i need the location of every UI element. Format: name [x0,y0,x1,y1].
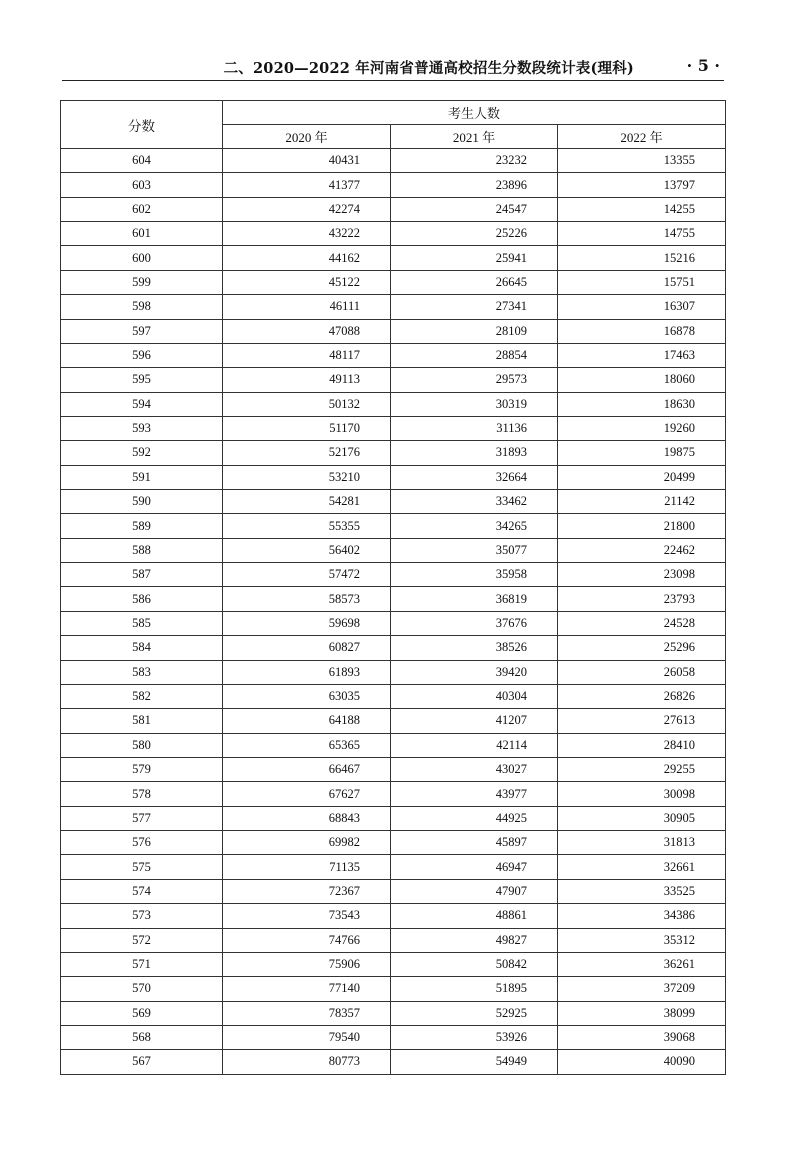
count-2022-cell: 36261 [558,952,726,976]
count-2021-cell: 31136 [391,416,558,440]
score-cell: 568 [61,1025,223,1049]
count-2022-cell: 22462 [558,538,726,562]
count-2021-cell: 50842 [391,952,558,976]
count-2020-cell: 61893 [223,660,391,684]
score-cell: 574 [61,879,223,903]
score-cell: 587 [61,563,223,587]
year-header-2022: 2022 年 [558,125,726,149]
table-row [61,246,726,270]
year-header-2021: 2021 年 [391,125,558,149]
count-2020-cell: 53210 [223,465,391,489]
count-2022-cell: 38099 [558,1001,726,1025]
score-column-header: 分数 [61,101,223,149]
count-2020-cell: 50132 [223,392,391,416]
score-cell: 588 [61,538,223,562]
count-2020-cell: 59698 [223,611,391,635]
score-cell: 578 [61,782,223,806]
count-2021-cell: 35958 [391,563,558,587]
table-row [61,831,726,855]
table-row [61,295,726,319]
count-2022-cell: 18060 [558,368,726,392]
score-cell: 570 [61,977,223,1001]
count-2021-cell: 45897 [391,831,558,855]
count-2021-cell: 25941 [391,246,558,270]
count-2021-cell: 37676 [391,611,558,635]
count-2022-cell: 19875 [558,441,726,465]
count-2020-cell: 55355 [223,514,391,538]
count-2022-cell: 19260 [558,416,726,440]
table-row [61,611,726,635]
table-row [61,416,726,440]
count-2021-cell: 29573 [391,368,558,392]
count-2022-cell: 29255 [558,757,726,781]
score-cell: 596 [61,343,223,367]
table-row [61,952,726,976]
count-2021-cell: 42114 [391,733,558,757]
page-header [62,56,724,81]
score-cell: 601 [61,222,223,246]
count-2022-cell: 24528 [558,611,726,635]
table-row [61,441,726,465]
count-2022-cell: 25296 [558,636,726,660]
count-2022-cell: 23098 [558,563,726,587]
score-cell: 569 [61,1001,223,1025]
score-cell: 591 [61,465,223,489]
score-cell: 597 [61,319,223,343]
score-cell: 602 [61,197,223,221]
table-row [61,660,726,684]
count-2020-cell: 41377 [223,173,391,197]
count-2020-cell: 45122 [223,270,391,294]
score-distribution-table [60,100,726,1075]
year-header-2020: 2020 年 [223,125,391,149]
table-row [61,1025,726,1049]
count-2020-cell: 54281 [223,490,391,514]
score-cell: 581 [61,709,223,733]
count-2021-cell: 48861 [391,904,558,928]
table-row [61,733,726,757]
table-row [61,1050,726,1074]
table-row [61,977,726,1001]
count-2020-cell: 57472 [223,563,391,587]
table-row [61,173,726,197]
table-row [61,319,726,343]
score-cell: 599 [61,270,223,294]
count-2022-cell: 34386 [558,904,726,928]
count-2020-cell: 67627 [223,782,391,806]
table-row [61,757,726,781]
count-2020-cell: 64188 [223,709,391,733]
count-2021-cell: 39420 [391,660,558,684]
count-2021-cell: 32664 [391,465,558,489]
count-2020-cell: 68843 [223,806,391,830]
count-2021-cell: 24547 [391,197,558,221]
count-2022-cell: 14255 [558,197,726,221]
count-2022-cell: 30098 [558,782,726,806]
table-row [61,1001,726,1025]
count-2022-cell: 17463 [558,343,726,367]
count-2020-cell: 47088 [223,319,391,343]
table-row [61,465,726,489]
page-number: · 5 · [686,56,720,75]
count-2022-cell: 14755 [558,222,726,246]
score-cell: 604 [61,149,223,173]
count-2020-cell: 60827 [223,636,391,660]
count-2021-cell: 43027 [391,757,558,781]
count-2020-cell: 69982 [223,831,391,855]
count-2022-cell: 16878 [558,319,726,343]
count-2022-cell: 15751 [558,270,726,294]
count-2021-cell: 51895 [391,977,558,1001]
count-2021-cell: 41207 [391,709,558,733]
table-row [61,928,726,952]
count-2021-cell: 44925 [391,806,558,830]
score-cell: 571 [61,952,223,976]
table-row [61,343,726,367]
table-row [61,270,726,294]
count-2021-cell: 52925 [391,1001,558,1025]
score-cell: 572 [61,928,223,952]
count-2022-cell: 40090 [558,1050,726,1074]
count-2022-cell: 30905 [558,806,726,830]
table-row [61,587,726,611]
count-2020-cell: 58573 [223,587,391,611]
count-2021-cell: 35077 [391,538,558,562]
count-2022-cell: 26058 [558,660,726,684]
count-2020-cell: 80773 [223,1050,391,1074]
score-cell: 586 [61,587,223,611]
score-cell: 598 [61,295,223,319]
count-2022-cell: 27613 [558,709,726,733]
table-row [61,806,726,830]
count-2020-cell: 74766 [223,928,391,952]
score-cell: 603 [61,173,223,197]
score-cell: 585 [61,611,223,635]
table-row [61,855,726,879]
score-cell: 593 [61,416,223,440]
count-2021-cell: 36819 [391,587,558,611]
table-row [61,684,726,708]
score-cell: 575 [61,855,223,879]
count-2020-cell: 73543 [223,904,391,928]
count-2021-cell: 23896 [391,173,558,197]
count-2021-cell: 43977 [391,782,558,806]
count-2021-cell: 49827 [391,928,558,952]
count-2020-cell: 51170 [223,416,391,440]
count-2020-cell: 44162 [223,246,391,270]
count-2020-cell: 52176 [223,441,391,465]
table-row [61,222,726,246]
score-cell: 592 [61,441,223,465]
score-cell: 590 [61,490,223,514]
count-2022-cell: 31813 [558,831,726,855]
count-2020-cell: 46111 [223,295,391,319]
page-title: 二、2020—2022 年河南省普通高校招生分数段统计表(理科) [223,60,634,77]
score-cell: 580 [61,733,223,757]
count-2022-cell: 39068 [558,1025,726,1049]
count-2021-cell: 33462 [391,490,558,514]
score-cell: 567 [61,1050,223,1074]
count-2022-cell: 21142 [558,490,726,514]
table-row [61,538,726,562]
count-2022-cell: 13797 [558,173,726,197]
count-2020-cell: 75906 [223,952,391,976]
count-2020-cell: 65365 [223,733,391,757]
count-2021-cell: 23232 [391,149,558,173]
count-2021-cell: 47907 [391,879,558,903]
count-2020-cell: 78357 [223,1001,391,1025]
count-2020-cell: 56402 [223,538,391,562]
table-row [61,392,726,416]
table-row [61,490,726,514]
score-cell: 584 [61,636,223,660]
count-2022-cell: 33525 [558,879,726,903]
score-cell: 589 [61,514,223,538]
count-2020-cell: 43222 [223,222,391,246]
table-row [61,149,726,173]
score-cell: 576 [61,831,223,855]
count-2021-cell: 54949 [391,1050,558,1074]
count-2020-cell: 79540 [223,1025,391,1049]
table-row [61,709,726,733]
score-cell: 573 [61,904,223,928]
count-2022-cell: 20499 [558,465,726,489]
count-2022-cell: 35312 [558,928,726,952]
count-2020-cell: 40431 [223,149,391,173]
table-row [61,904,726,928]
count-2022-cell: 15216 [558,246,726,270]
count-2020-cell: 72367 [223,879,391,903]
count-2020-cell: 49113 [223,368,391,392]
count-2020-cell: 66467 [223,757,391,781]
table-row [61,782,726,806]
count-2021-cell: 25226 [391,222,558,246]
table-row [61,636,726,660]
count-2022-cell: 26826 [558,684,726,708]
count-2021-cell: 28109 [391,319,558,343]
count-2022-cell: 18630 [558,392,726,416]
count-2020-cell: 48117 [223,343,391,367]
count-2021-cell: 40304 [391,684,558,708]
count-2020-cell: 63035 [223,684,391,708]
score-cell: 595 [61,368,223,392]
score-cell: 600 [61,246,223,270]
table-row [61,197,726,221]
score-cell: 577 [61,806,223,830]
count-2021-cell: 34265 [391,514,558,538]
count-2021-cell: 30319 [391,392,558,416]
table-row [61,563,726,587]
count-2021-cell: 27341 [391,295,558,319]
count-2020-cell: 77140 [223,977,391,1001]
count-2022-cell: 16307 [558,295,726,319]
count-2022-cell: 13355 [558,149,726,173]
count-2021-cell: 46947 [391,855,558,879]
count-2021-cell: 26645 [391,270,558,294]
table-row [61,514,726,538]
count-2021-cell: 31893 [391,441,558,465]
count-2022-cell: 32661 [558,855,726,879]
count-2021-cell: 38526 [391,636,558,660]
count-2022-cell: 37209 [558,977,726,1001]
count-2022-cell: 21800 [558,514,726,538]
count-2021-cell: 53926 [391,1025,558,1049]
count-2022-cell: 23793 [558,587,726,611]
table-row [61,368,726,392]
count-2020-cell: 71135 [223,855,391,879]
score-cell: 579 [61,757,223,781]
count-2020-cell: 42274 [223,197,391,221]
count-2022-cell: 28410 [558,733,726,757]
table-row [61,879,726,903]
score-cell: 594 [61,392,223,416]
candidates-group-header: 考生人数 [223,101,726,125]
table-body [61,149,726,1075]
count-2021-cell: 28854 [391,343,558,367]
score-cell: 582 [61,684,223,708]
score-cell: 583 [61,660,223,684]
